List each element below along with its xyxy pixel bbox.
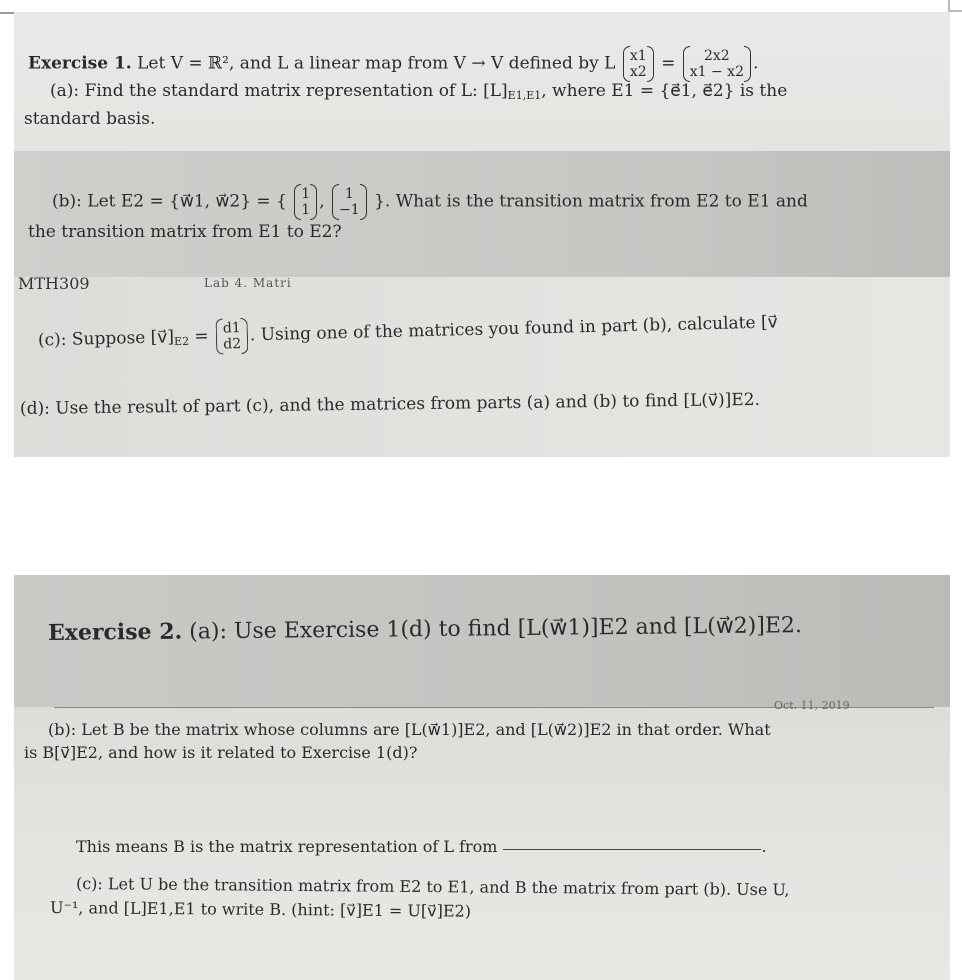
ex2-part-a: (a): Use Exercise 1(d) to find [L(w⃗1)]E2 and [L(w⃗2)]E2. xyxy=(189,613,803,645)
w1-vector: 1 1 xyxy=(294,186,317,218)
ex1-part-c: (c): Suppose $[v⃗]_{E2}$ = d1 d2 . Using one of the matrices you found in part (b), calculate [v⃗ xyxy=(37,312,778,353)
ex2-title: Exercise 2. xyxy=(47,618,183,646)
map-input-vector: x1 x2 xyxy=(623,48,654,80)
ex1-intro: Let V = ℝ², and L a linear map from V → V defined by L xyxy=(137,53,616,74)
ex2-part-c: (c): Let U be the transition matrix from E2 to E1, and B the matrix from part (b). Use U, xyxy=(75,874,790,900)
lower-band xyxy=(14,277,950,457)
ex1-part-b: (b): Let E2 = {w⃗1, w⃗2} = { 1 1 , 1 −1 }. What is the transition matrix from E2 to E1 and xyxy=(52,186,808,218)
ex1-part-a-cont: standard basis. xyxy=(24,109,156,129)
ex1-part-b-cont: the transition matrix from E1 to E2? xyxy=(28,222,342,242)
ex2-part-b-cont: is B[v⃗]E2, and how is it related to Exercise 1(d)? xyxy=(24,743,418,762)
ex1-part-d: (d): Use the result of part (c), and the matrices from parts (a) and (b) to find [L(v⃗)]E2. xyxy=(19,389,761,419)
page-corner xyxy=(948,0,962,12)
ex1-part-a: (a): Find the standard matrix representation of L: $[L]_{E1,E1}$, where E1 = {e⃗1, e⃗2} is the xyxy=(50,81,788,102)
w2-vector: 1 −1 xyxy=(332,186,367,218)
page-label-blur: Lab 4. Matri xyxy=(204,276,292,290)
ex2-means-line: This means B is the matrix representation of L from . xyxy=(76,837,767,856)
ex2-part-c-cont: U⁻¹, and [L]E1,E1 to write B. (hint: [v⃗]E1 = U[v⃗]E2) xyxy=(49,898,472,921)
ex2-date-blur: Oct. 11, 2019 xyxy=(774,699,850,712)
answer-blank[interactable] xyxy=(503,849,761,850)
exercise-2-photo xyxy=(14,575,950,980)
page-label: MTH309 xyxy=(18,274,90,293)
ex2-part-b: (b): Let B be the matrix whose columns are [L(w⃗1)]E2, and [L(w⃗2)]E2 in that order. What xyxy=(48,720,771,739)
map-output-vector: 2x2 x1 − x2 xyxy=(683,48,751,80)
ex1-intro-line: Exercise 1. Let V = ℝ², and L a linear map from V → V defined by L x1 x2 = 2x2 x1 − x2 . xyxy=(28,48,759,80)
ex1-title: Exercise 1. xyxy=(28,53,132,74)
exercise-1-photo xyxy=(14,12,950,457)
d-vector: d1 d2 xyxy=(216,320,249,353)
